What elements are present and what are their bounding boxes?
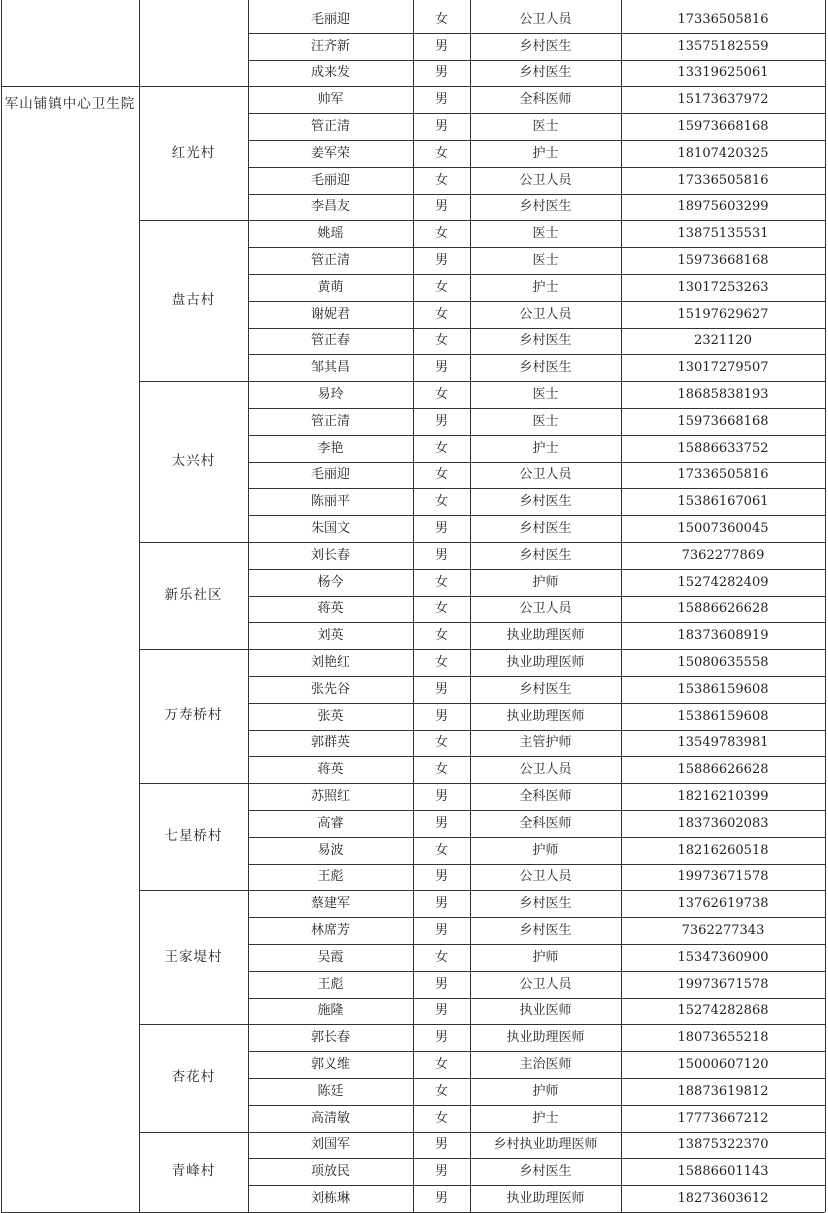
person-phone: 13875322370 [677,1137,769,1153]
column-divider [621,0,622,1212]
person-gender: 男 [434,413,448,429]
person-gender: 男 [434,869,448,885]
person-role: 全科医师 [519,789,572,805]
person-name: 管正清 [310,253,350,269]
person-role: 公卫人员 [519,172,572,188]
person-phone: 15274282409 [677,574,769,590]
person-gender: 男 [434,708,448,724]
person-phone: 15080635558 [677,655,769,671]
row-divider [139,220,248,221]
person-role: 乡村医生 [519,333,572,349]
person-role: 执业助理医师 [506,628,585,644]
person-phone: 18216210399 [677,789,769,805]
person-gender: 男 [434,119,448,135]
person-gender: 女 [434,655,448,671]
person-role: 公卫人员 [519,762,572,778]
person-name: 毛丽迎 [310,467,350,483]
person-role: 乡村医生 [519,547,572,563]
person-phone: 18216260518 [677,842,769,858]
person-name: 管正清 [310,119,350,135]
row-divider [139,1024,248,1025]
person-name: 李昌友 [310,199,350,215]
person-name: 刘栋琳 [310,1191,350,1207]
person-phone: 15007360045 [677,521,769,537]
person-gender: 男 [434,1191,448,1207]
person-gender: 男 [434,360,448,376]
person-role: 执业助理医师 [506,1030,585,1046]
person-phone: 15000607120 [677,1057,769,1073]
person-gender: 男 [434,38,448,54]
person-gender: 女 [434,949,448,965]
column-divider [470,0,471,1212]
person-phone: 15386159608 [677,708,769,724]
person-name: 朱国文 [310,521,350,537]
person-phone: 18107420325 [677,145,769,161]
person-role: 医士 [532,119,559,135]
person-gender: 男 [434,1030,448,1046]
person-name: 张英 [317,708,344,724]
person-gender: 女 [434,735,448,751]
person-phone: 7362277869 [681,547,765,563]
person-name: 高睿 [317,815,344,831]
village-cell: 盘古村 [171,292,216,309]
person-gender: 女 [434,172,448,188]
person-role: 乡村医生 [519,494,572,510]
person-role: 乡村医生 [519,521,572,537]
person-gender: 男 [434,815,448,831]
person-role: 乡村医生 [519,1164,572,1180]
person-role: 护师 [532,1083,559,1099]
person-role: 乡村医生 [519,360,572,376]
person-gender: 女 [434,11,448,27]
person-gender: 女 [434,762,448,778]
person-name: 高清敏 [310,1110,350,1126]
village-cell: 七星桥村 [164,828,223,845]
person-phone: 7362277343 [681,923,765,939]
person-name: 施隆 [317,1003,344,1019]
person-phone: 18975603299 [677,199,769,215]
person-gender: 女 [434,467,448,483]
person-role: 执业医师 [519,1003,572,1019]
person-phone: 15973668168 [677,253,769,269]
person-name: 郭长春 [310,1030,350,1046]
row-divider [139,86,248,87]
person-role: 医士 [532,226,559,242]
person-role: 护士 [532,279,559,295]
person-phone: 15886601143 [677,1164,769,1180]
person-name: 张先谷 [310,681,350,697]
person-gender: 男 [434,896,448,912]
person-role: 护士 [532,440,559,456]
person-name: 易玲 [317,387,344,403]
person-role: 公卫人员 [519,11,572,27]
person-phone: 15973668168 [677,119,769,135]
person-phone: 13017253263 [677,279,769,295]
person-name: 刘英 [317,628,344,644]
person-gender: 男 [434,521,448,537]
person-gender: 男 [434,1164,448,1180]
person-phone: 15886633752 [677,440,769,456]
column-divider [413,0,414,1212]
hospital-cell [1,6,139,86]
village-cell: 太兴村 [171,452,216,469]
person-phone: 17773667212 [677,1110,769,1126]
row-divider [1,86,139,87]
column-divider [139,0,140,1212]
person-name: 毛丽迎 [310,11,350,27]
person-phone: 13875135531 [677,226,769,242]
person-name: 吴霞 [317,949,344,965]
person-name: 王彪 [317,869,344,885]
person-role: 公卫人员 [519,869,572,885]
person-name: 蔡建军 [310,896,350,912]
row-divider [139,890,248,891]
person-phone: 15173637972 [677,92,769,108]
person-gender: 男 [434,199,448,215]
person-gender: 男 [434,1137,448,1153]
person-phone: 15886626628 [677,601,769,617]
person-phone: 2321120 [694,333,752,349]
person-name: 刘长春 [310,547,350,563]
person-role: 护士 [532,145,559,161]
person-name: 成来发 [310,65,350,81]
person-gender: 男 [434,92,448,108]
person-name: 谢妮君 [310,306,350,322]
person-name: 林席芳 [310,923,350,939]
row-divider [139,1132,248,1133]
person-name: 郭群英 [310,735,350,751]
person-name: 蒋英 [317,762,344,778]
person-role: 执业助理医师 [506,708,585,724]
person-phone: 15386159608 [677,681,769,697]
person-role: 护师 [532,949,559,965]
person-gender: 女 [434,1110,448,1126]
person-role: 主管护师 [519,735,572,751]
person-phone: 19973671578 [677,976,769,992]
column-divider [1,0,2,1212]
person-role: 乡村医生 [519,923,572,939]
person-phone: 15973668168 [677,413,769,429]
person-gender: 女 [434,628,448,644]
person-name: 管正清 [310,413,350,429]
person-name: 邹其昌 [310,360,350,376]
person-gender: 男 [434,976,448,992]
person-phone: 15197629627 [677,306,769,322]
person-role: 执业助理医师 [506,1191,585,1207]
person-phone: 18373602083 [677,815,769,831]
person-name: 郭义维 [310,1057,350,1073]
person-phone: 18373608919 [677,628,769,644]
person-gender: 女 [434,279,448,295]
village-cell: 王家堤村 [164,948,223,965]
person-phone: 15347360900 [677,949,769,965]
village-cell: 万寿桥村 [164,707,223,724]
person-phone: 17336505816 [677,467,769,483]
person-name: 项放民 [310,1164,350,1180]
person-name: 苏照红 [310,789,350,805]
person-role: 全科医师 [519,92,572,108]
person-phone: 19973671578 [677,869,769,885]
column-divider [825,0,826,1212]
person-name: 管正春 [310,333,350,349]
person-role: 主治医师 [519,1057,572,1073]
person-role: 护士 [532,1110,559,1126]
village-cell: 新乐社区 [164,586,223,603]
row-divider [139,542,248,543]
person-phone: 18073655218 [677,1030,769,1046]
person-phone: 18273603612 [677,1191,769,1207]
person-phone: 18685838193 [677,387,769,403]
person-phone: 15274282868 [677,1003,769,1019]
person-name: 姚瑶 [317,226,344,242]
person-name: 杨今 [317,574,344,590]
person-role: 公卫人员 [519,306,572,322]
person-name: 汪齐新 [310,38,350,54]
person-name: 毛丽迎 [310,172,350,188]
person-role: 全科医师 [519,815,572,831]
person-gender: 女 [434,842,448,858]
person-role: 医士 [532,253,559,269]
person-name: 帅军 [317,92,344,108]
person-gender: 女 [434,306,448,322]
person-role: 公卫人员 [519,976,572,992]
person-name: 刘艳红 [310,655,350,671]
person-role: 医士 [532,413,559,429]
village-cell: 杏花村 [171,1069,216,1086]
person-gender: 女 [434,601,448,617]
hospital-cell: 军山铺镇中心卫生院 [4,96,136,113]
person-role: 护师 [532,842,559,858]
person-gender: 女 [434,145,448,161]
person-phone: 13319625061 [677,65,769,81]
person-gender: 男 [434,1003,448,1019]
person-name: 陈廷 [317,1083,344,1099]
person-gender: 女 [434,1083,448,1099]
person-gender: 男 [434,547,448,563]
person-role: 乡村执业助理医师 [493,1137,598,1153]
person-role: 乡村医生 [519,199,572,215]
person-gender: 女 [434,333,448,349]
person-gender: 女 [434,387,448,403]
person-name: 蒋英 [317,601,344,617]
person-gender: 男 [434,253,448,269]
person-gender: 女 [434,226,448,242]
person-name: 刘国军 [310,1137,350,1153]
person-name: 陈丽平 [310,494,350,510]
person-role: 公卫人员 [519,601,572,617]
person-name: 黄萌 [317,279,344,295]
person-gender: 男 [434,789,448,805]
person-name: 姜军荣 [310,145,350,161]
person-phone: 13762619738 [677,896,769,912]
person-gender: 女 [434,440,448,456]
person-phone: 17336505816 [677,172,769,188]
person-name: 易波 [317,842,344,858]
person-name: 李艳 [317,440,344,456]
person-role: 乡村医生 [519,896,572,912]
person-phone: 15386167061 [677,494,769,510]
person-role: 护师 [532,574,559,590]
row-divider [139,649,248,650]
person-role: 医士 [532,387,559,403]
village-cell: 青峰村 [171,1163,216,1180]
person-phone: 18873619812 [677,1083,769,1099]
person-role: 乡村医生 [519,65,572,81]
person-role: 公卫人员 [519,467,572,483]
person-gender: 女 [434,574,448,590]
column-divider [248,0,249,1212]
person-gender: 男 [434,923,448,939]
person-phone: 17336505816 [677,11,769,27]
person-role: 乡村医生 [519,38,572,54]
person-gender: 女 [434,1057,448,1073]
person-gender: 男 [434,681,448,697]
village-cell [139,6,248,86]
person-phone: 13575182559 [677,38,769,54]
person-gender: 男 [434,65,448,81]
person-role: 乡村医生 [519,681,572,697]
village-cell: 红光村 [171,144,216,161]
person-role: 执业助理医师 [506,655,585,671]
person-phone: 13549783981 [677,735,769,751]
person-phone: 15886626628 [677,762,769,778]
row-divider [139,381,248,382]
person-name: 王彪 [317,976,344,992]
person-gender: 女 [434,494,448,510]
row-divider [139,783,248,784]
person-phone: 13017279507 [677,360,769,376]
